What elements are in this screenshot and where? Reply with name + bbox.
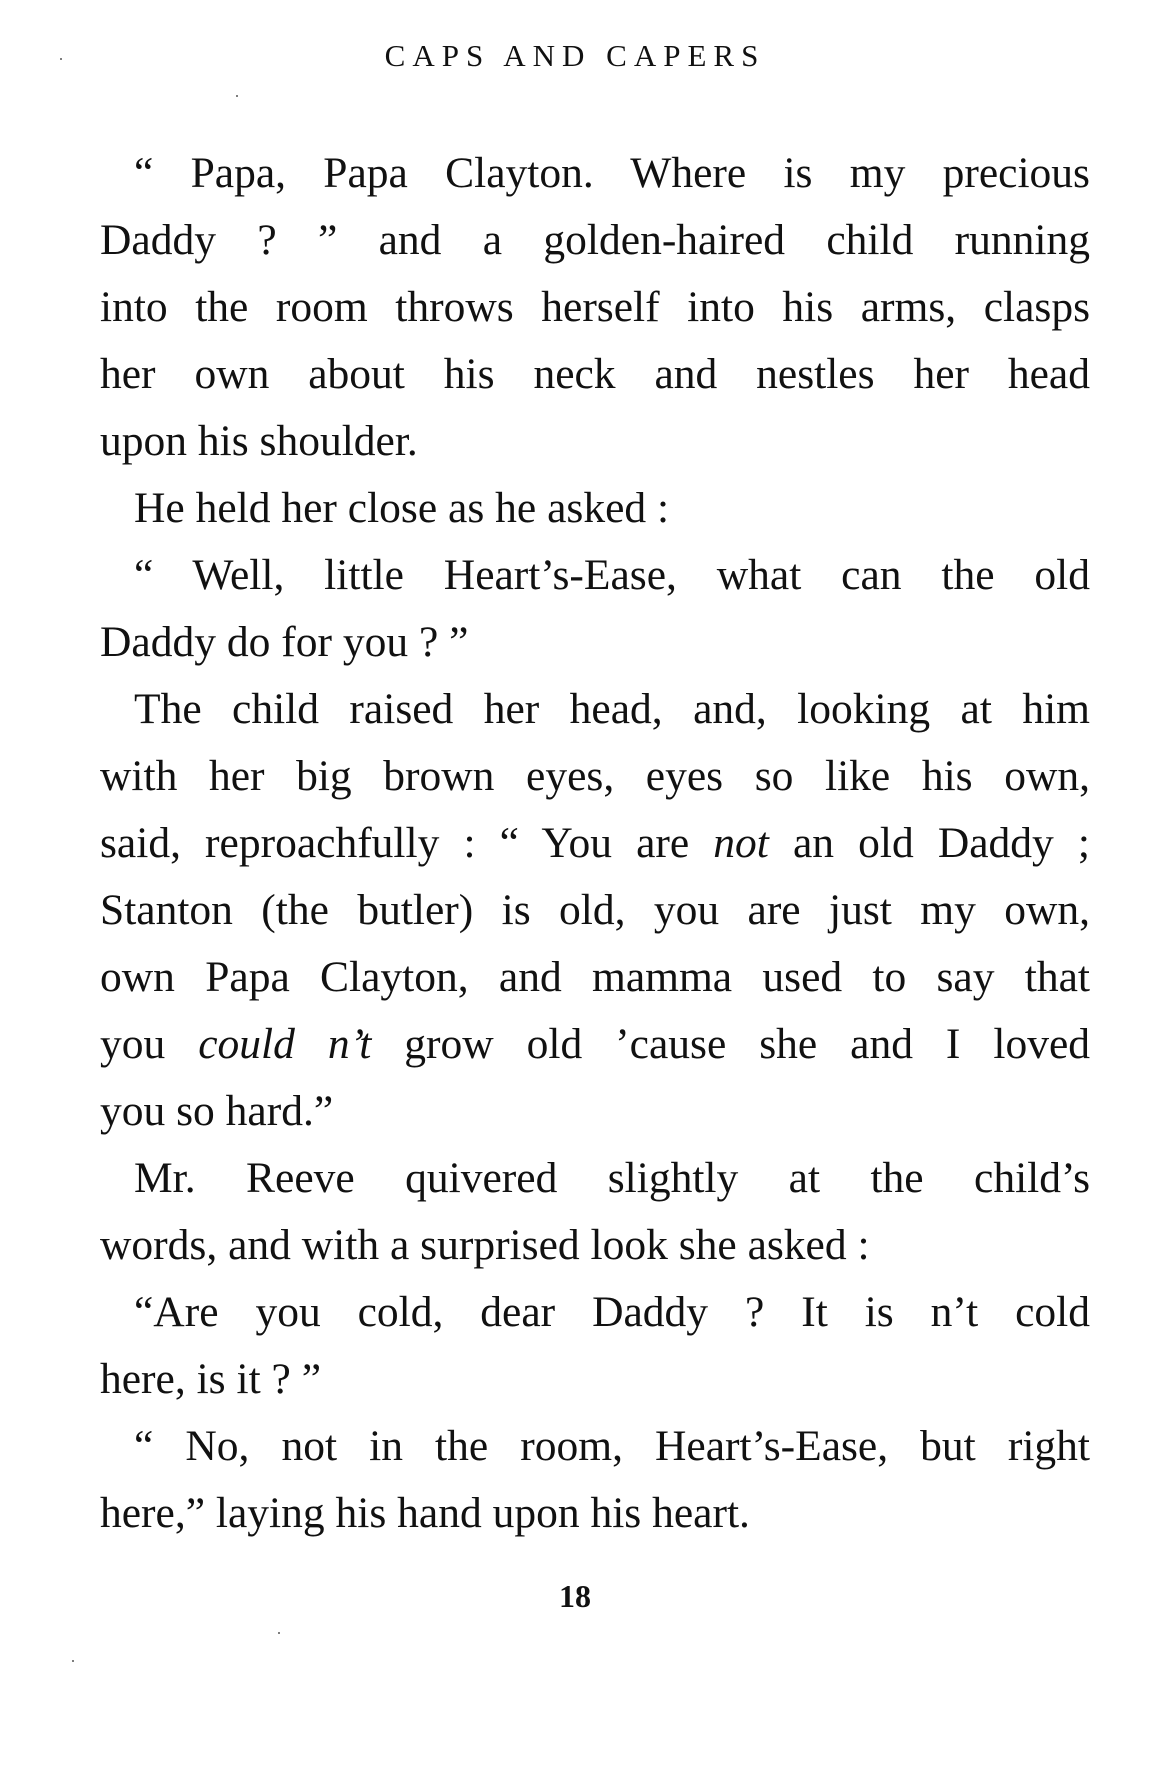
text-run: said, reproachfully : “ You are (100, 819, 714, 867)
text-line: “ No, not in the room, Heart’s-Ease, but right (134, 1422, 1090, 1470)
italic-emphasis: not (713, 819, 769, 867)
running-head: CAPS AND CAPERS (384, 38, 766, 73)
text-line: The child raised her head, and, looking at him (134, 685, 1090, 733)
text-line: upon his shoulder. (100, 417, 418, 465)
print-speck (60, 58, 62, 60)
text-run: grow old ’cause she and I loved (371, 1020, 1090, 1068)
text-line: “ Papa, Papa Clayton. Where is my precious (134, 149, 1090, 197)
text-line: her own about his neck and nestles her head (100, 350, 1090, 398)
text-line (100, 810, 1090, 877)
text-line: own Papa Clayton, and mamma used to say that (100, 953, 1090, 1001)
italic-emphasis: could n’t (198, 1020, 372, 1068)
text-run: you (100, 1020, 199, 1068)
text-line: into the room throws herself into his arms, clasps (100, 283, 1090, 331)
body-text (100, 140, 1090, 1547)
text-run: an old Daddy ; (768, 819, 1090, 867)
print-speck (236, 95, 238, 97)
text-line: “Are you cold, dear Daddy ? It is n’t cold (134, 1288, 1090, 1336)
page-number: 18 (559, 1578, 591, 1614)
text-line: Daddy ? ” and a golden-haired child running (100, 216, 1090, 264)
text-line: words, and with a surprised look she asked : (100, 1221, 870, 1269)
text-line: here,” laying his hand upon his heart. (100, 1489, 750, 1537)
text-line: here, is it ? ” (100, 1355, 322, 1403)
text-line: Stanton (the butler) is old, you are just my own, (100, 886, 1090, 934)
print-speck (278, 1632, 280, 1634)
text-line: with her big brown eyes, eyes so like his own, (100, 752, 1090, 800)
text-line: Mr. Reeve quivered slightly at the child’s (134, 1154, 1090, 1202)
text-line: He held her close as he asked : (134, 484, 670, 532)
text-line (100, 1011, 1090, 1078)
print-speck (72, 1660, 74, 1662)
text-line: “ Well, little Heart’s-Ease, what can the old (134, 551, 1090, 599)
text-line: Daddy do for you ? ” (100, 618, 469, 666)
text-line: you so hard.” (100, 1087, 334, 1135)
